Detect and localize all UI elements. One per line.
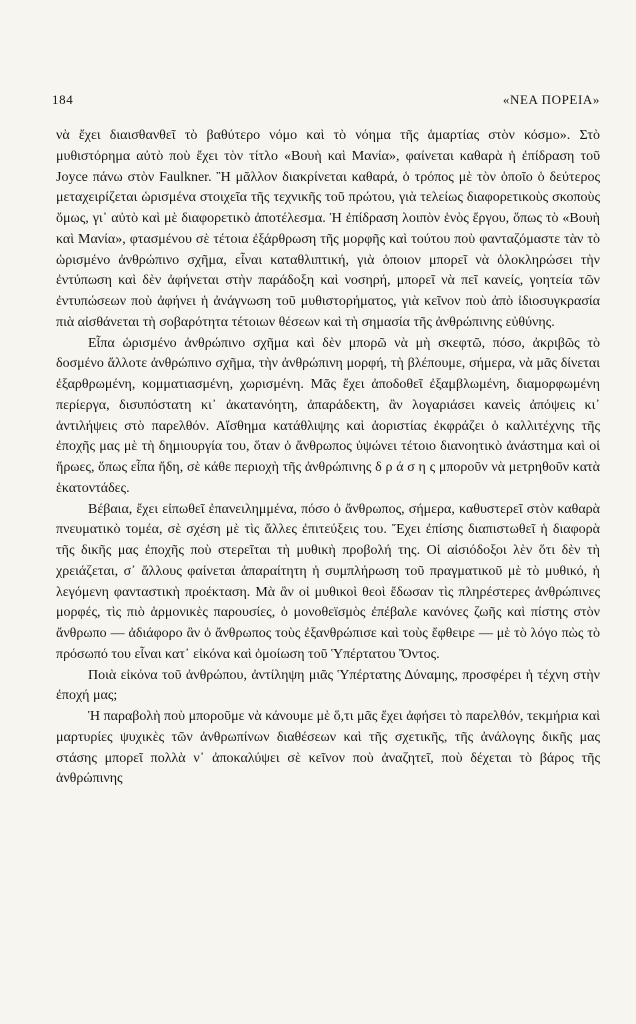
running-head bbox=[52, 92, 600, 110]
paragraph: Ποιὰ εἰκόνα τοῦ ἀνθρώπου, ἀντίληψη μιᾶς Ὑπέρτατης Δύναμης, προσφέρει ἡ τέχνη στὴν ἐποχή μας; bbox=[56, 667, 600, 704]
paragraph: Βέβαια, ἔχει εἰπωθεῖ ἐπανειλημμένα, πόσο ὁ ἄνθρωπος, σήμερα, καθυστερεῖ στὸν καθαρὰ πνευματικὸ τομέα, σὲ σχέση μὲ τὶς ἄλλες ἐπιτεύξεις του. Ἔχει ἐπίσης διαπιστωθεῖ ἡ διαφορὰ τῆς δικῆς μας ἐποχῆς ποὺ στερεῖται τὴ μυθικὴ προβολή της. Οἱ αἰσιόδοξοι λὲν ὅτι δὲν τὴ χρειάζεται, σ᾽ ἄλλους φαίνεται ἀπαραίτητη ἡ συμπλήρωση τοῦ πραγματικοῦ μὲ τὸ μυθικό, ἡ λεγόμενη φανταστικὴ προέκταση. Μὰ ἂν οἱ μυθικοὶ θεοὶ ἔδωσαν τὶς πληρέστερες ἀνθρώπινες μορφές, τὶς πιὸ ἁρμονικὲς παρουσίες, ὁ μονοθεϊσμὸς ἐπέβαλε κανόνες ζωῆς καὶ πίστης στὸν ἄνθρωπο — ἀδιάφορο ἂν ὁ ἄνθρωπος τοὺς ἐξανθρώπισε καὶ τοὺς ἔφθειρε — μὲ τὸ λόγο πὼς τὸ πρόσωπό του εἶναι κατ᾽ εἰκόνα καὶ ὁμοίωση τοῦ Ὑπέρτατου Ὄντος. bbox=[56, 501, 600, 662]
paragraph: Εἶπα ὡρισμένο ἀνθρώπινο σχῆμα καὶ δὲν μπορῶ νὰ μὴ σκεφτῶ, πόσο, ἀκριβῶς τὸ δοσμένο ἄλλοτε ἀνθρώπινο σχῆμα, τὴν ἀνθρώπινη μορφή, τὴ βλέπουμε, σήμερα, νὰ μᾶς δίνεται ἐξαρθρωμένη, κομματιασμένη, χωρισμένη. Μᾶς ἔχει ἀποδοθεῖ ἐξαμβλωμένη, διαμορφωμένη περίεργα, δισυπόστατη κι᾽ ἀκατανόητη, ἀπαράδεκτη, ἂν λογαριάσει κανεὶς ἀπόψεις κι᾽ ἀντιλήψεις στὸ παρελθόν. Αἴσθημα κατάθλιψης καὶ ἀοριστίας ἐκφράζει ὁ καλλιτέχνης τῆς ἐποχῆς μας μὲ τὴ δημιουργία του, ὅταν ὁ ἄνθρωπος ὑψώνει τέτοιο διανοητικὸ ἀνάστημα καὶ οἱ ἥρωες, ὅπως εἶπα ἤδη, σὲ κάθε περιοχὴ τῆς ἀνθρώπινης δ ρ ά σ η ς μποροῦν νὰ μετρηθοῦν κατὰ ἑκατοντάδες. bbox=[56, 335, 600, 496]
paragraph: Ἡ παραβολὴ ποὺ μποροῦμε νὰ κάνουμε μὲ ὅ,τι μᾶς ἔχει ἀφήσει τὸ παρελθόν, τεκμήρια καὶ μαρτυρίες ψυχικὲς τῶν ἀνθρωπίνων διαθέσεων καὶ τῆς σχετικῆς, τῆς ἀνάλογης δικῆς μας στάσης μπορεῖ πολλὰ ν᾽ ἀποκαλύψει σὲ κεῖνον ποὺ ἀναζητεῖ, ποὺ δέχεται τὸ βάρος τῆς ἀνθρώπινης bbox=[56, 709, 600, 787]
journal-title: «ΝΕΑ ΠΟΡΕΙΑ» bbox=[502, 92, 600, 107]
page-number: 184 bbox=[52, 92, 74, 107]
paragraph: νὰ ἔχει διαισθανθεῖ τὸ βαθύτερο νόμο καὶ τὸ νόημα τῆς ἁμαρτίας στὸν κόσμο». Στὸ μυθιστόρημα αὐτὸ ποὺ ἔχει τὸν τίτλο «Βουὴ καὶ Μανία», φαίνεται καθαρὰ ἡ ἐπίδραση τοῦ Joyce πάνω στὸν Faulkner. Ἢ μᾶλλον διακρίνεται καθαρά, ὁ τρόπος μὲ τὸν ὁποῖο ὁ δεύτερος μεταχειρίζεται ὡρισμένα στοιχεῖα τῆς τεχνικῆς τοῦ πρώτου, γιὰ τελείως διαφορετικοὺς σκοποὺς ὅμως, γι᾽ αὐτὸ καὶ μὲ διαφορετικὸ ἀποτέλεσμα. Ἡ ἐπίδραση λοιπὸν ἑνὸς ἔργου, ὅπως τὸ «Βουὴ καὶ Μανία», φτασμένου σὲ τέτοια ἐξάρθρωση τῆς μορφῆς καὶ τούτου ποὺ φανταζόμαστε τὰν τὸ ὡρισμένο ἀνθρώπινο σχῆμα, εἶναι καταθλιπτική, γιὰ ὁποιον μπορεῖ νὰ ὁλοκληρώσει τὴν ἐντύπωση καὶ δὲν ἀφήνεται στὴν παράδοξη καὶ νοσηρή, μπορεῖ νὰ πεῖ κανείς, γοητεία τῶν ἐντυπώσεων ποὺ ἀφήνει ἡ ἀνάγνωση τοῦ μυθιστορήματος, γιὰ κεῖνον ποὺ ἀπὸ ἰδιοσυγκρασία πιὰ αἰσθάνεται τὴ σοβαρότητα τέτοιων θέσεων καὶ τὴ σημασία τῆς ἀνθρώπινης εὐθύνης. bbox=[56, 128, 600, 330]
body-text bbox=[56, 126, 600, 790]
